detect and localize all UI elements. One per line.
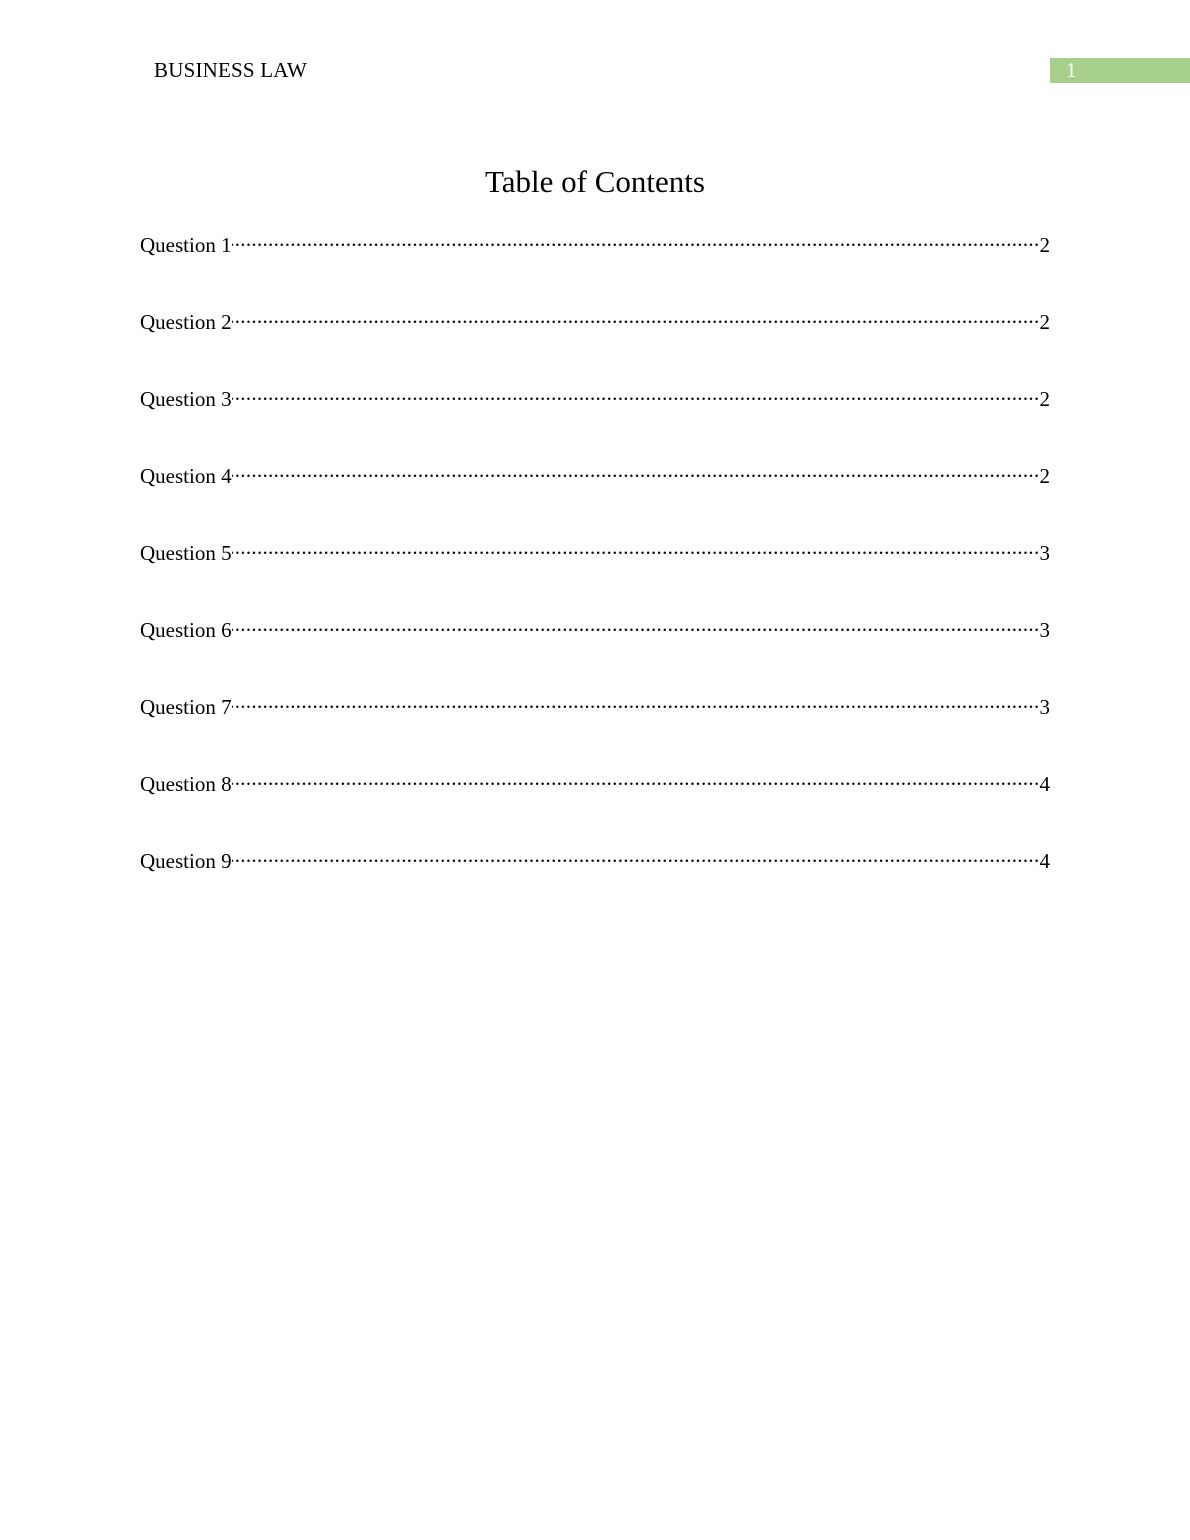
toc-entry-page: 2 <box>1039 464 1050 488</box>
toc-entry-question-5[interactable] <box>140 534 1050 611</box>
toc-entry-page: 2 <box>1039 233 1050 257</box>
toc-entry-label: Question 6 <box>140 618 232 642</box>
toc-entry-page: 3 <box>1039 618 1050 642</box>
toc-dot-leader <box>232 457 1040 483</box>
toc-entry-label: Question 1 <box>140 233 232 257</box>
toc-dot-leader <box>232 380 1040 406</box>
toc-entry-question-8[interactable] <box>140 765 1050 842</box>
toc-entry-page: 3 <box>1039 695 1050 719</box>
toc-entry-page: 2 <box>1039 310 1050 334</box>
toc-list <box>140 226 1050 919</box>
toc-entry-page: 2 <box>1039 387 1050 411</box>
toc-entry-page: 4 <box>1039 849 1050 873</box>
toc-dot-leader <box>232 688 1040 714</box>
toc-entry-label: Question 2 <box>140 310 232 334</box>
toc-entry-question-3[interactable] <box>140 380 1050 457</box>
toc-entry-label: Question 7 <box>140 695 232 719</box>
toc-entry-page: 3 <box>1039 541 1050 565</box>
toc-dot-leader <box>232 534 1040 560</box>
toc-entry-label: Question 9 <box>140 849 232 873</box>
toc-entry-question-1[interactable] <box>140 226 1050 303</box>
page-number: 1 <box>1066 58 1077 82</box>
toc-heading: Table of Contents <box>485 164 705 199</box>
toc-entry-label: Question 3 <box>140 387 232 411</box>
toc-entry-question-2[interactable] <box>140 303 1050 380</box>
toc-dot-leader <box>232 303 1040 329</box>
toc-entry-question-7[interactable] <box>140 688 1050 765</box>
toc-dot-leader <box>232 226 1040 252</box>
toc-entry-question-4[interactable] <box>140 457 1050 534</box>
toc-entry-page: 4 <box>1039 772 1050 796</box>
toc-entry-label: Question 5 <box>140 541 232 565</box>
toc-dot-leader <box>232 842 1040 868</box>
page-number-box <box>1050 58 1190 83</box>
toc-dot-leader <box>232 765 1040 791</box>
toc-entry-question-6[interactable] <box>140 611 1050 688</box>
running-header-title: BUSINESS LAW <box>154 58 307 82</box>
toc-entry-label: Question 8 <box>140 772 232 796</box>
toc-entry-label: Question 4 <box>140 464 232 488</box>
toc-dot-leader <box>232 611 1040 637</box>
toc-entry-question-9[interactable] <box>140 842 1050 919</box>
